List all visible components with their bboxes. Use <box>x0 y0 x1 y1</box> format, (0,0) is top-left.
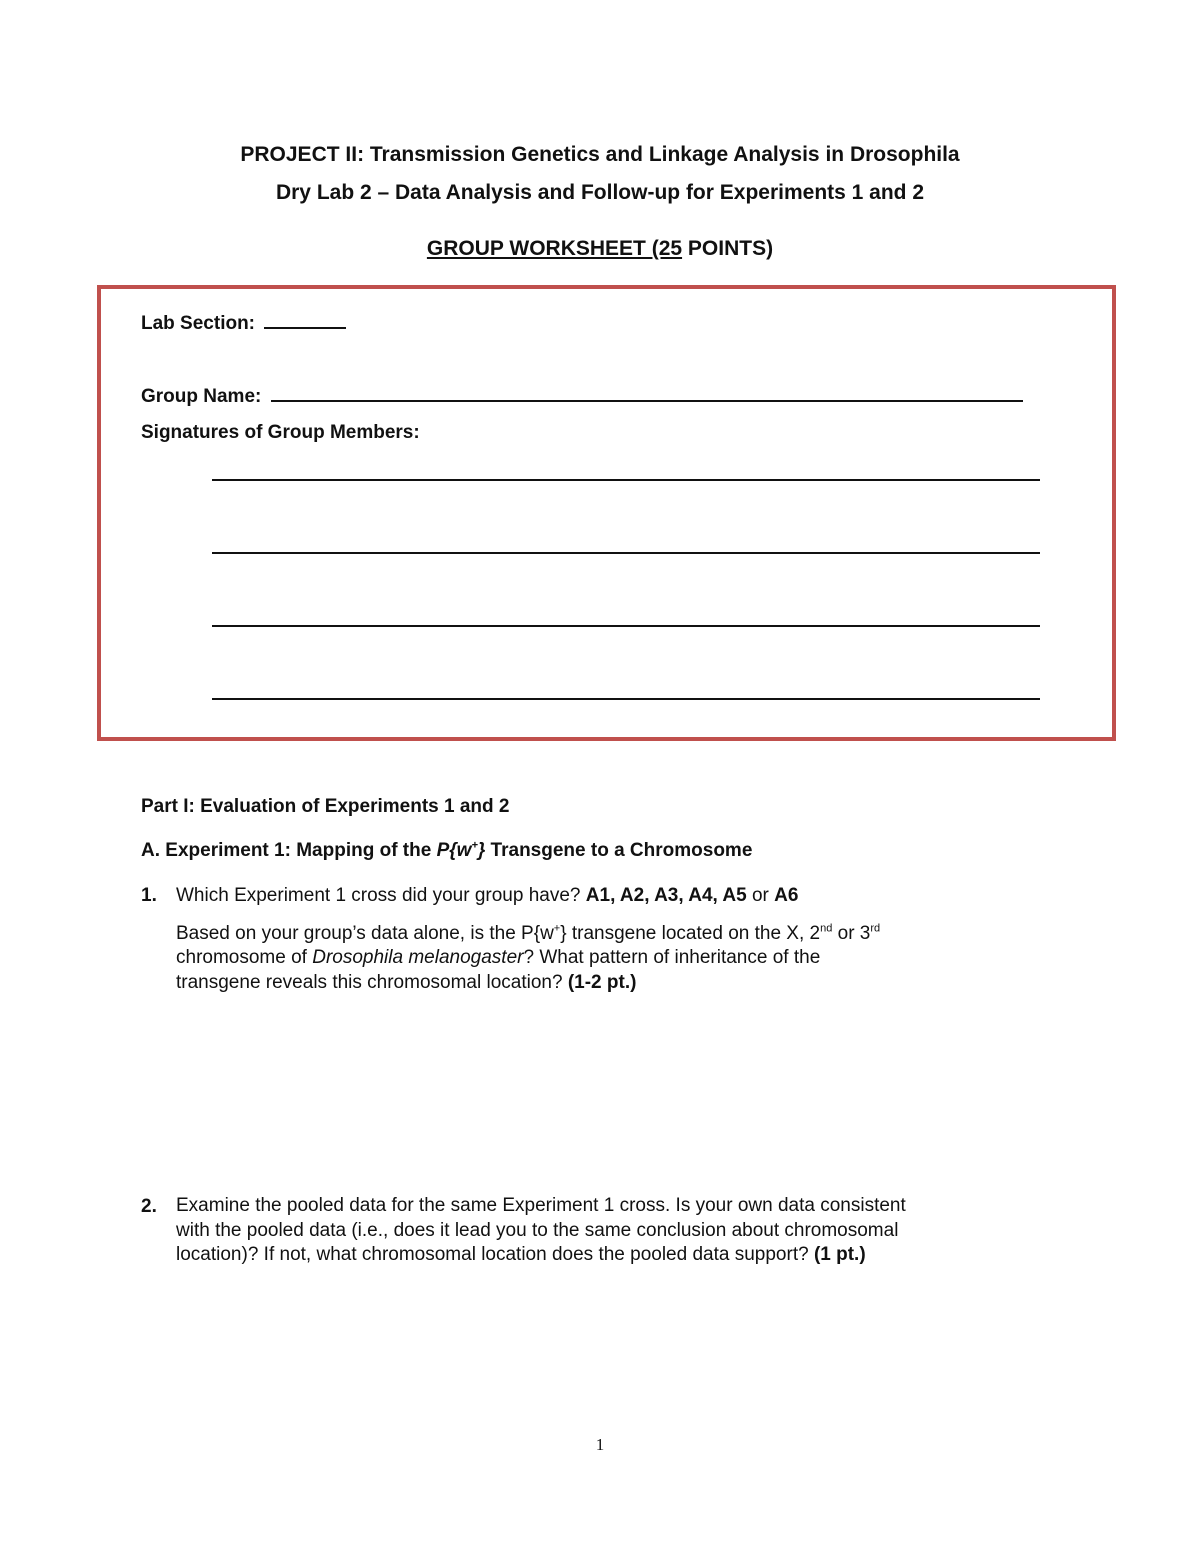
lab-section-label: Lab Section: <box>141 313 256 334</box>
q1-l1-a: Based on your group’s data alone, is the P{w <box>176 923 554 944</box>
group-name-label: Group Name: <box>141 386 262 407</box>
q1-l1-sup: + <box>553 922 561 935</box>
question-1-line-3 <box>176 971 636 995</box>
q2-l3: location)? If not, what chromosomal location does the pooled data support? <box>176 1244 814 1265</box>
question-1-answer-area[interactable] <box>176 1010 1036 1180</box>
q1-l1-b: } transgene located on the X, 2 <box>560 923 821 944</box>
signature-line[interactable] <box>212 625 1040 627</box>
transgene-name <box>437 840 486 861</box>
section-a-suffix: Transgene to a Chromosome <box>485 840 753 861</box>
question-1-number: 1. <box>141 885 157 906</box>
signature-line[interactable] <box>212 479 1040 481</box>
q1-l1-c: or 3 <box>832 923 871 944</box>
cross-options: A1, A2, A3, A4, A5 <box>585 885 747 906</box>
q1-l1-sup3: rd <box>870 922 881 935</box>
page-number: 1 <box>595 1435 605 1454</box>
q1-l2-b: ? What pattern of inheritance of the <box>523 947 821 968</box>
question-1-line-2 <box>176 946 820 970</box>
q1-l1-sup2: nd <box>820 922 833 935</box>
group-info-box <box>97 285 1116 741</box>
worksheet-heading <box>0 237 1200 261</box>
worksheet-heading-rest: POINTS) <box>682 237 774 260</box>
question-2-line-3 <box>176 1243 866 1267</box>
transgene-close: } <box>477 840 486 861</box>
option-a4: A4 <box>688 885 713 906</box>
transgene-italic: P{w <box>436 840 472 861</box>
question-1-line-1 <box>176 922 880 946</box>
question-2-number: 2. <box>141 1196 157 1217</box>
question-2-answer-area[interactable] <box>176 1280 1036 1410</box>
lab-section-row <box>141 313 346 335</box>
option-a5: A5 <box>722 885 747 906</box>
option-a3: A3 <box>654 885 679 906</box>
group-name-row <box>141 386 1023 408</box>
option-a6: A6 <box>774 885 799 906</box>
or-word: or <box>751 885 769 906</box>
question-1-points: (1-2 pt.) <box>567 972 637 993</box>
question-2-points: (1 pt.) <box>813 1244 866 1265</box>
document-subtitle: Dry Lab 2 – Data Analysis and Follow-up for Experiments 1 and 2 <box>275 181 925 204</box>
section-a-heading <box>141 840 752 862</box>
signature-line[interactable] <box>212 698 1040 700</box>
species-name: Drosophila melanogaster <box>312 947 524 968</box>
question-2-line-1: Examine the pooled data for the same Experiment 1 cross. Is your own data consistent <box>176 1195 906 1216</box>
option-a2: A2 <box>619 885 645 906</box>
signatures-label: Signatures of Group Members: <box>141 422 420 443</box>
question-2-line-2: with the pooled data (i.e., does it lead you to the same conclusion about chromosomal <box>176 1220 899 1241</box>
worksheet-heading-underlined: GROUP WORKSHEET (25 <box>426 237 683 260</box>
question-1-prompt <box>176 884 798 908</box>
lab-section-field[interactable] <box>264 313 346 329</box>
group-name-field[interactable] <box>271 386 1023 402</box>
section-a-prefix: A. Experiment 1: Mapping of the <box>141 840 437 861</box>
signature-line[interactable] <box>212 552 1040 554</box>
document-title: PROJECT II: Transmission Genetics and Linkage Analysis in Drosophila <box>240 143 960 166</box>
option-a1: A1 <box>585 885 611 906</box>
transgene-sup: + <box>471 839 478 852</box>
q1-l3: transgene reveals this chromosomal location? <box>176 972 568 993</box>
question-1-text: Which Experiment 1 cross did your group have? <box>176 885 586 906</box>
part1-heading: Part I: Evaluation of Experiments 1 and 2 <box>141 796 510 817</box>
q1-l2-a: chromosome of <box>176 947 313 968</box>
